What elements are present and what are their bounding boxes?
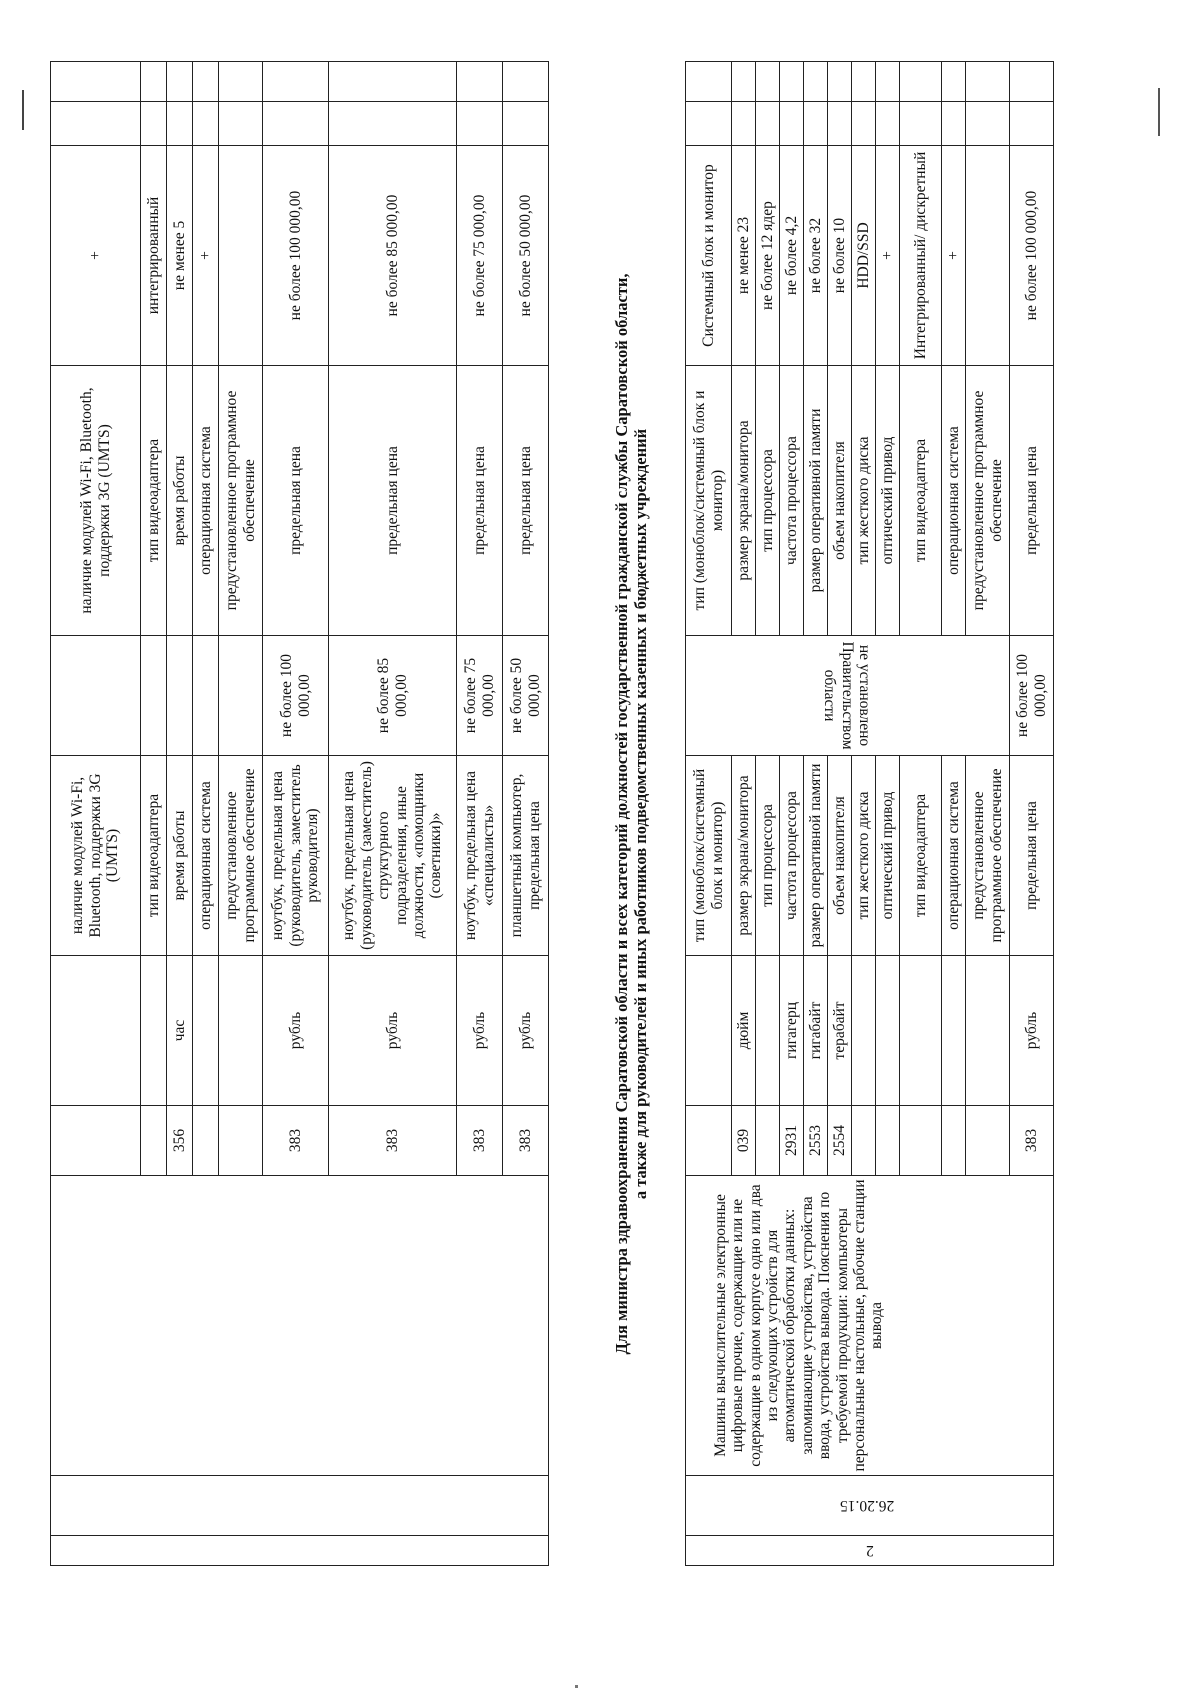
cell-char-left: предельная цена (1010, 756, 1054, 956)
cell-unit (876, 956, 900, 1106)
cell-extra (756, 62, 780, 102)
cell-char-left: размер экрана/монитора (732, 756, 756, 956)
cell-unit: гигагерц (780, 956, 804, 1106)
cell-extra (780, 62, 804, 102)
cell-code: 383 (503, 1106, 549, 1176)
cell-unit (756, 956, 780, 1106)
cell-value-left (167, 636, 193, 756)
cell-extra (1010, 62, 1054, 102)
cell-code (876, 1106, 900, 1176)
cell-extra (686, 102, 732, 146)
cell-char-right: оптический привод (876, 366, 900, 636)
cell-extra (219, 62, 263, 102)
cell-value-left (51, 636, 141, 756)
cell-unit (219, 956, 263, 1106)
cell-value: Интегрированный/ дискретный (900, 146, 942, 366)
cell-unit (966, 956, 1010, 1106)
cell-code: 356 (167, 1106, 193, 1176)
cell-extra (966, 102, 1010, 146)
characteristics-table-laptops (50, 61, 549, 1566)
cell-extra (51, 62, 141, 102)
cell-value: не более 32 (804, 146, 828, 366)
cell-char-right: тип видеоадаптера (900, 366, 942, 636)
cell-code (966, 1106, 1010, 1176)
cell-char-left: время работы (167, 756, 193, 956)
cell-extra (51, 102, 141, 146)
cell-char-right: размер оперативной памяти (804, 366, 828, 636)
cell-extra (804, 102, 828, 146)
cell-char-left: предустановленное программное обеспечение (966, 756, 1010, 956)
cell-value: HDD/SSD (852, 146, 876, 366)
cell-char-right: операционная система (193, 366, 219, 636)
cell-extra (942, 62, 966, 102)
cell-char-right: предельная цена (503, 366, 549, 636)
characteristics-table-desktops (685, 61, 1054, 1566)
cell-extra (329, 62, 457, 102)
cell-unit: терабайт (828, 956, 852, 1106)
cell-char-left: операционная система (942, 756, 966, 956)
cell-value: интегрированный (141, 146, 167, 366)
cell-code (141, 1106, 167, 1176)
cell-unit (852, 956, 876, 1106)
cell-char-right: предустановленное программное обеспечение (219, 366, 263, 636)
table-row (686, 62, 732, 1566)
cell-extra (876, 62, 900, 102)
cell-num (51, 1536, 549, 1566)
cell-value: не менее 5 (167, 146, 193, 366)
cell-char-right: предельная цена (263, 366, 329, 636)
cell-value: + (193, 146, 219, 366)
cell-not-set (686, 636, 1010, 756)
scan-artifact (575, 1685, 578, 1688)
cell-value-left: не более 100 000,00 (1010, 636, 1054, 756)
cell-extra (141, 102, 167, 146)
cell-char-left: тип видеоадаптера (141, 756, 167, 956)
cell-value-left: не более 75 000,00 (457, 636, 503, 756)
cell-unit (51, 956, 141, 1106)
section-heading-line: а также для руководителей и иных работников подведомственных казенных и бюджетных учреждений (631, 428, 651, 1200)
section-heading-line: Для министра здравоохранения Саратовской области и всех категорий должностей государственной гражданской службы Саратовской области, (612, 273, 631, 1355)
cell-value: не более 12 ядер (756, 146, 780, 366)
cell-extra (167, 62, 193, 102)
cell-extra (732, 102, 756, 146)
cell-extra (457, 102, 503, 146)
cell-extra (852, 62, 876, 102)
cell-value: Системный блок и монитор (686, 146, 732, 366)
cell-extra (900, 62, 942, 102)
cell-char-right: время работы (167, 366, 193, 636)
cell-char-right: операционная система (942, 366, 966, 636)
cell-extra (942, 102, 966, 146)
cell-char-right: тип (моноблок/системный блок и монитор) (686, 366, 732, 636)
cell-value: не более 100 000,00 (263, 146, 329, 366)
cell-code (852, 1106, 876, 1176)
cell-name (51, 1176, 549, 1476)
cell-char-left: ноутбук, предельная цена «специалисты» (457, 756, 503, 956)
cell-extra (876, 102, 900, 146)
cell-code (756, 1106, 780, 1176)
cell-value-left: не более 100 000,00 (263, 636, 329, 756)
cell-extra (756, 102, 780, 146)
cell-char-right: частота процессора (780, 366, 804, 636)
cell-extra (141, 62, 167, 102)
cell-value: не более 85 000,00 (329, 146, 457, 366)
cell-value: не менее 23 (732, 146, 756, 366)
cell-unit (942, 956, 966, 1106)
cell-code (51, 1106, 141, 1176)
cell-code: 383 (1010, 1106, 1054, 1176)
cell-unit (193, 956, 219, 1106)
cell-code (942, 1106, 966, 1176)
cell-code: 2554 (828, 1106, 852, 1176)
cell-extra (828, 102, 852, 146)
cell-value: не более 75 000,00 (457, 146, 503, 366)
cell-char-right: наличие модулей Wi-Fi, Bluetooth, поддержки 3G (UMTS) (51, 366, 141, 636)
cell-value: не более 100 000,00 (1010, 146, 1054, 366)
cell-code: 383 (263, 1106, 329, 1176)
cell-unit (686, 956, 732, 1106)
cell-char-left: частота процессора (780, 756, 804, 956)
scan-artifact (22, 90, 24, 130)
cell-extra (219, 102, 263, 146)
cell-extra (1010, 102, 1054, 146)
cell-extra (457, 62, 503, 102)
cell-unit (900, 956, 942, 1106)
cell-unit: рубль (503, 956, 549, 1106)
cell-extra (263, 62, 329, 102)
cell-extra (686, 62, 732, 102)
cell-extra (503, 62, 549, 102)
cell-unit: рубль (263, 956, 329, 1106)
cell-char-left: тип процессора (756, 756, 780, 956)
section-heading (612, 62, 651, 1566)
cell-char-left: предустановленное программное обеспечение (219, 756, 263, 956)
cell-code: 039 (732, 1106, 756, 1176)
cell-extra (804, 62, 828, 102)
cell-extra (966, 62, 1010, 102)
cell-char-right: тип жесткого диска (852, 366, 876, 636)
cell-code (193, 1106, 219, 1176)
cell-unit: гигабайт (804, 956, 828, 1106)
cell-value: не более 10 (828, 146, 852, 366)
cell-extra (900, 102, 942, 146)
cell-extra (780, 102, 804, 146)
cell-char-left: операционная система (193, 756, 219, 956)
cell-char-right: предельная цена (457, 366, 503, 636)
okpd-code: 26.20.15 (840, 1497, 895, 1515)
cell-char-left: наличие модулей Wi-Fi, Bluetooth, поддержки 3G (UMTS) (51, 756, 141, 956)
cell-code: 383 (329, 1106, 457, 1176)
cell-code (219, 1106, 263, 1176)
cell-unit: рубль (457, 956, 503, 1106)
cell-char-left: ноутбук, предельная цена (руководитель (заместитель) структурного подразделения, иные должности, «помощники (советники)» (329, 756, 457, 956)
cell-unit: дюйм (732, 956, 756, 1106)
cell-extra (732, 62, 756, 102)
cell-char-left: объем накопителя (828, 756, 852, 956)
cell-value: не более 4,2 (780, 146, 804, 366)
cell-extra (167, 102, 193, 146)
cell-char-right: предельная цена (1010, 366, 1054, 636)
cell-extra (263, 102, 329, 146)
cell-value-left (193, 636, 219, 756)
cell-extra (828, 62, 852, 102)
cell-extra (193, 102, 219, 146)
row-number: 2 (866, 1542, 874, 1560)
cell-code (900, 1106, 942, 1176)
scan-artifact (1158, 88, 1160, 136)
cell-value: + (876, 146, 900, 366)
cell-unit: рубль (1010, 956, 1054, 1106)
cell-char-left: оптический привод (876, 756, 900, 956)
table-row (51, 62, 141, 1566)
cell-char-left: тип видеоадаптера (900, 756, 942, 956)
cell-code (686, 1106, 732, 1176)
cell-value-left (141, 636, 167, 756)
cell-code: 2931 (780, 1106, 804, 1176)
cell-char-right: тип видеоадаптера (141, 366, 167, 636)
cell-okpd (51, 1476, 549, 1536)
cell-unit: рубль (329, 956, 457, 1106)
cell-value-left: не более 50 000,00 (503, 636, 549, 756)
cell-value-left: не более 85 000,00 (329, 636, 457, 756)
cell-extra (193, 62, 219, 102)
cell-char-left: тип жесткого диска (852, 756, 876, 956)
cell-char-left: тип (моноблок/системный блок и монитор) (686, 756, 732, 956)
cell-value (219, 146, 263, 366)
cell-value: + (51, 146, 141, 366)
cell-char-left: планшетный компьютер, предельная цена (503, 756, 549, 956)
cell-char-right: размер экрана/монитора (732, 366, 756, 636)
cell-char-left: ноутбук, предельная цена (руководитель, заместитель руководителя) (263, 756, 329, 956)
not-set-note: не установлено Правительством области (821, 641, 874, 750)
cell-extra (329, 102, 457, 146)
cell-char-right: объем накопителя (828, 366, 852, 636)
cell-num (686, 1536, 1054, 1566)
cell-char-left: размер оперативной памяти (804, 756, 828, 956)
cell-extra (852, 102, 876, 146)
cell-code: 383 (457, 1106, 503, 1176)
cell-value-left (219, 636, 263, 756)
cell-value: не более 50 000,00 (503, 146, 549, 366)
cell-value (966, 146, 1010, 366)
cell-name: Машины вычислительные электронные цифровые прочие, содержащие или не содержащие в одном корпусе одно или два из следующих устройств для автоматической обработки данных: запоминающие устройства, устройства ввода, устройства вывода. Пояснения по требуемой продукции: компьютеры персональные настольные, рабочие станции вывода (686, 1176, 1054, 1476)
cell-char-right: предельная цена (329, 366, 457, 636)
cell-okpd (686, 1476, 1054, 1536)
cell-char-right: тип процессора (756, 366, 780, 636)
cell-unit (141, 956, 167, 1106)
cell-value: + (942, 146, 966, 366)
cell-char-right: предустановленное программное обеспечение (966, 366, 1010, 636)
cell-code: 2553 (804, 1106, 828, 1176)
cell-extra (503, 102, 549, 146)
cell-unit: час (167, 956, 193, 1106)
